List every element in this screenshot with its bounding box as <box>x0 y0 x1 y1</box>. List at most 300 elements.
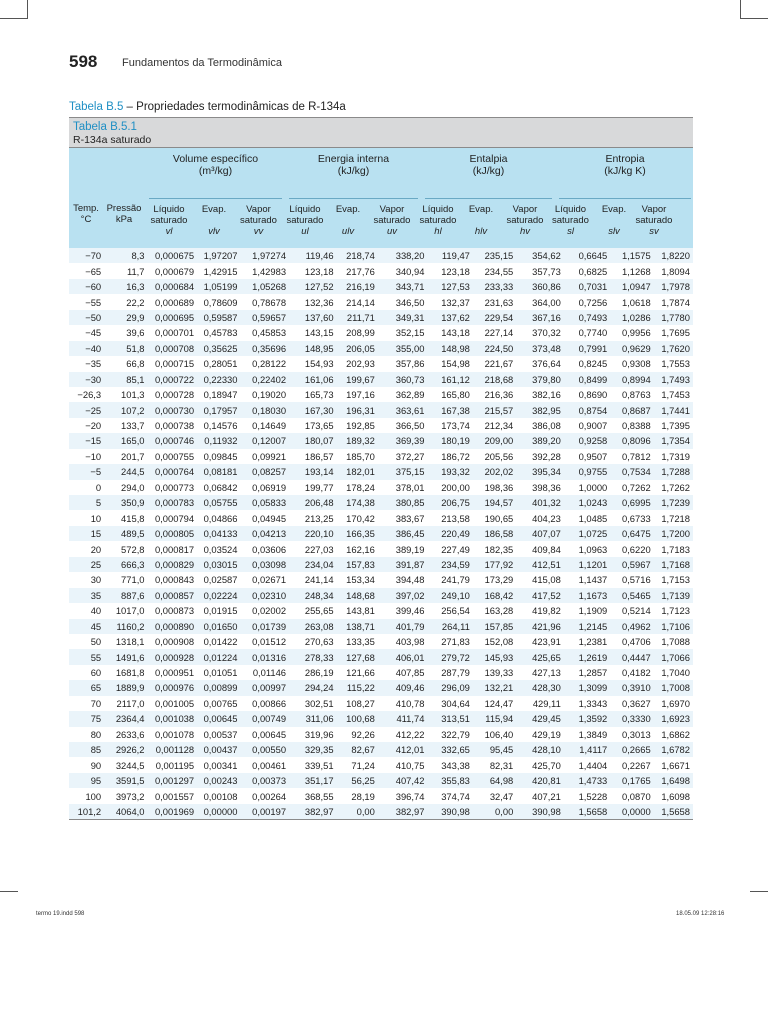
table-cell: 193,14 <box>289 464 337 479</box>
table-cell: 148,68 <box>337 588 378 603</box>
table-cell: 95,45 <box>473 742 516 757</box>
table-cell: 2364,4 <box>104 711 147 726</box>
table-row <box>69 387 693 402</box>
table-cell: 132,21 <box>473 680 516 695</box>
table-row <box>69 634 693 649</box>
table-cell: 1,97207 <box>197 248 240 263</box>
table-cell: 1,3592 <box>564 711 610 726</box>
table-cell: 148,95 <box>289 341 337 356</box>
table-cell: 35 <box>69 588 104 603</box>
table-cell: 165,73 <box>289 387 337 402</box>
running-header: Fundamentos da Termodinâmica <box>122 57 282 69</box>
table-cell: 0,000728 <box>148 387 198 402</box>
table-cell: 0,000976 <box>148 680 198 695</box>
crop-mark <box>0 891 18 892</box>
table-cell: 382,95 <box>516 402 564 417</box>
column-header-line: Evap. <box>335 204 361 215</box>
column-header-line: Líquido <box>289 204 321 215</box>
table-cell: 429,19 <box>516 727 564 742</box>
table-cell: 0,6995 <box>610 495 653 510</box>
table-cell: 407,85 <box>378 665 428 680</box>
table-cell: 390,98 <box>516 804 564 820</box>
table-cell: 355,83 <box>427 773 472 788</box>
table-cell: 0,001038 <box>148 711 198 726</box>
table-cell: 255,65 <box>289 603 337 618</box>
group-title: Energia interna <box>317 153 390 165</box>
table-cell: 0,00997 <box>240 680 289 695</box>
table-cell: 0,6825 <box>564 263 610 278</box>
table-cell: 45 <box>69 619 104 634</box>
table-cell: 167,30 <box>289 402 337 417</box>
group-unit: (kJ/kg) <box>472 165 505 177</box>
table-cell: 123,18 <box>427 263 472 278</box>
column-header-line: Evap. <box>601 204 627 215</box>
table-cell: 0,00000 <box>197 804 240 820</box>
table-cell: 1,1437 <box>564 572 610 587</box>
column-header-s-liq <box>548 204 593 237</box>
table-row <box>69 680 693 695</box>
table-cell: 390,98 <box>427 804 472 820</box>
table-cell: 429,11 <box>516 696 564 711</box>
column-header-line: saturado <box>552 215 589 226</box>
table-cell: 386,45 <box>378 526 428 541</box>
table-cell: 186,58 <box>473 526 516 541</box>
table-cell: 389,19 <box>378 541 428 556</box>
table-cell: 0,1765 <box>610 773 653 788</box>
table-cell: 157,85 <box>473 619 516 634</box>
table-cell: 372,27 <box>378 449 428 464</box>
table-cell: 0,000951 <box>148 665 198 680</box>
table-cell: 0,12007 <box>240 433 289 448</box>
table-cell: 1,0286 <box>610 310 653 325</box>
table-cell: 0,001078 <box>148 727 198 742</box>
table-row <box>69 294 693 309</box>
table-cell: 0,09921 <box>240 449 289 464</box>
table-cell: 0,8245 <box>564 356 610 371</box>
table-cell: 1,0947 <box>610 279 653 294</box>
table-cell: 208,99 <box>337 325 378 340</box>
table-cell: 386,08 <box>516 418 564 433</box>
column-header-line: Vapor <box>641 204 667 215</box>
table-cell: 398,36 <box>516 480 564 495</box>
table-cell: 395,34 <box>516 464 564 479</box>
table-cell: 229,54 <box>473 310 516 325</box>
table-cell: 0,2665 <box>610 742 653 757</box>
table-cell: 0,06919 <box>240 480 289 495</box>
table-cell: 0,02310 <box>240 588 289 603</box>
table-cell: 22,2 <box>104 294 147 309</box>
table-cell: 0,28051 <box>197 356 240 371</box>
table-cell: 185,70 <box>337 449 378 464</box>
table-cell: 410,78 <box>378 696 428 711</box>
table-cell: 403,98 <box>378 634 428 649</box>
table-cell: 1,7874 <box>654 294 693 309</box>
table-cell: 0,000890 <box>148 619 198 634</box>
page-number: 598 <box>69 52 98 71</box>
table-cell: 1,7262 <box>654 480 693 495</box>
column-header-unit: °C <box>80 214 92 225</box>
table-cell: 2926,2 <box>104 742 147 757</box>
table-cell: 85,1 <box>104 372 147 387</box>
table-cell: 0,000805 <box>148 526 198 541</box>
table-row <box>69 588 693 603</box>
table-cell: 420,81 <box>516 773 564 788</box>
table-row <box>69 279 693 294</box>
table-cell: 82,67 <box>337 742 378 757</box>
table-cell: 133,35 <box>337 634 378 649</box>
table-row <box>69 510 693 525</box>
table-cell: 0,000773 <box>148 480 198 495</box>
table-cell: 368,55 <box>289 788 337 803</box>
table-cell: 221,67 <box>473 356 516 371</box>
table-cell: 39,6 <box>104 325 147 340</box>
table-cell: 0,8096 <box>610 433 653 448</box>
table-row <box>69 418 693 433</box>
column-header-line: saturado <box>240 215 277 226</box>
table-cell: 0,6733 <box>610 510 653 525</box>
table-cell: −55 <box>69 294 104 309</box>
table-cell: 1,7123 <box>654 603 693 618</box>
table-cell: 1017,0 <box>104 603 147 618</box>
table-cell: −5 <box>69 464 104 479</box>
table-cell: 349,31 <box>378 310 428 325</box>
table-cell: 8,3 <box>104 248 147 263</box>
group-header-entropy <box>557 153 693 177</box>
table-cell: 1,0243 <box>564 495 610 510</box>
table-cell: 55 <box>69 649 104 664</box>
table-cell: 0,000722 <box>148 372 198 387</box>
table-cell: 244,5 <box>104 464 147 479</box>
table-cell: 0,5967 <box>610 557 653 572</box>
table-cell: 1,7040 <box>654 665 693 680</box>
table-cell: 0,45783 <box>197 325 240 340</box>
table-cell: 0,02587 <box>197 572 240 587</box>
table-cell: 248,34 <box>289 588 337 603</box>
table-cell: 56,25 <box>337 773 378 788</box>
table-cell: 1491,6 <box>104 649 147 664</box>
table-cell: 1,7395 <box>654 418 693 433</box>
group-header-energy <box>287 153 420 177</box>
table-cell: 145,93 <box>473 649 516 664</box>
table-cell: 311,06 <box>289 711 337 726</box>
table-cell: 214,14 <box>337 294 378 309</box>
column-symbol: hl <box>434 226 442 237</box>
column-header-s-evap <box>593 204 635 237</box>
table-cell: 101,3 <box>104 387 147 402</box>
table-cell: 0,00243 <box>197 773 240 788</box>
table-cell: 278,33 <box>289 649 337 664</box>
data-table <box>69 248 693 820</box>
table-cell: 51,8 <box>104 341 147 356</box>
table-cell: 0,7991 <box>564 341 610 356</box>
print-timestamp: 18.05.09 12:28:16 <box>676 911 725 917</box>
table-heading-label: Tabela B.5 <box>69 101 124 113</box>
table-cell: 0,000746 <box>148 433 198 448</box>
table-cell: 186,72 <box>427 449 472 464</box>
table-cell: 0,00437 <box>197 742 240 757</box>
table-cell: 218,68 <box>473 372 516 387</box>
table-cell: 404,23 <box>516 510 564 525</box>
column-header-v-liq <box>145 204 193 237</box>
table-cell: 427,13 <box>516 665 564 680</box>
table-cell: 0,78609 <box>197 294 240 309</box>
table-cell: 1,7288 <box>654 464 693 479</box>
table-cell: 1,7168 <box>654 557 693 572</box>
table-cell: 0,9629 <box>610 341 653 356</box>
table-cell: 0,4962 <box>610 619 653 634</box>
table-cell: 32,47 <box>473 788 516 803</box>
table-cell: 0,7031 <box>564 279 610 294</box>
table-cell: 0,17957 <box>197 402 240 417</box>
table-cell: 11,7 <box>104 263 147 278</box>
table-cell: 213,25 <box>289 510 337 525</box>
subtable-label: Tabela B.5.1 <box>73 121 137 133</box>
column-header-line: saturado <box>373 215 411 226</box>
table-cell: 0,22330 <box>197 372 240 387</box>
table-cell: 233,33 <box>473 279 516 294</box>
table-cell: 1,7553 <box>654 356 693 371</box>
table-cell: 234,59 <box>427 557 472 572</box>
crop-mark <box>750 891 768 892</box>
table-cell: 133,7 <box>104 418 147 433</box>
table-cell: 407,42 <box>378 773 428 788</box>
table-cell: 0,0000 <box>610 804 653 820</box>
table-cell: 296,09 <box>427 680 472 695</box>
table-row <box>69 310 693 325</box>
table-cell: 177,92 <box>473 557 516 572</box>
table-cell: 40 <box>69 603 104 618</box>
table-cell: 1,2145 <box>564 619 610 634</box>
table-cell: 178,24 <box>337 480 378 495</box>
table-cell: 3244,5 <box>104 757 147 772</box>
table-row <box>69 711 693 726</box>
table-row <box>69 480 693 495</box>
table-cell: 152,08 <box>473 634 516 649</box>
table-row <box>69 649 693 664</box>
table-cell: 428,10 <box>516 742 564 757</box>
table-cell: 227,03 <box>289 541 337 556</box>
table-cell: 0,9308 <box>610 356 653 371</box>
table-cell: 0,03098 <box>240 557 289 572</box>
crop-mark <box>0 18 28 19</box>
table-cell: 376,64 <box>516 356 564 371</box>
table-cell: 0,000684 <box>148 279 198 294</box>
table-cell: 572,8 <box>104 541 147 556</box>
table-cell: 373,48 <box>516 341 564 356</box>
table-cell: 0,5716 <box>610 572 653 587</box>
table-cell: 383,67 <box>378 510 428 525</box>
table-cell: 0,4706 <box>610 634 653 649</box>
table-cell: 286,19 <box>289 665 337 680</box>
group-header-volume <box>147 153 284 177</box>
table-row <box>69 356 693 371</box>
table-cell: 180,07 <box>289 433 337 448</box>
table-cell: 231,63 <box>473 294 516 309</box>
table-cell: 192,85 <box>337 418 378 433</box>
table-cell: 143,81 <box>337 603 378 618</box>
group-unit: (m³/kg) <box>198 165 233 177</box>
table-cell: 200,00 <box>427 480 472 495</box>
table-cell: 71,24 <box>337 757 378 772</box>
table-row <box>69 804 693 820</box>
table-cell: 193,32 <box>427 464 472 479</box>
table-cell: 423,91 <box>516 634 564 649</box>
column-header-u-liq <box>282 204 328 237</box>
column-symbol: sv <box>649 226 659 237</box>
column-header-u-evap <box>328 204 368 237</box>
table-cell: 1681,8 <box>104 665 147 680</box>
table-cell: 1,0725 <box>564 526 610 541</box>
table-cell: 0,000794 <box>148 510 198 525</box>
table-cell: 157,83 <box>337 557 378 572</box>
table-cell: 1,7088 <box>654 634 693 649</box>
column-header-temp <box>69 203 103 225</box>
table-cell: 0,00899 <box>197 680 240 695</box>
table-cell: 1,3343 <box>564 696 610 711</box>
table-cell: 0,7740 <box>564 325 610 340</box>
table-row <box>69 773 693 788</box>
table-cell: 1,7153 <box>654 572 693 587</box>
table-cell: 115,22 <box>337 680 378 695</box>
table-cell: 382,97 <box>289 804 337 820</box>
column-header-line: saturado <box>635 215 673 226</box>
table-row <box>69 603 693 618</box>
table-cell: 0,00749 <box>240 711 289 726</box>
table-cell: 64,98 <box>473 773 516 788</box>
table-cell: 70 <box>69 696 104 711</box>
table-cell: 343,71 <box>378 279 428 294</box>
table-cell: 0,000873 <box>148 603 198 618</box>
table-cell: −15 <box>69 433 104 448</box>
table-cell: 0,00 <box>473 804 516 820</box>
column-header-line: saturado <box>506 215 544 226</box>
table-cell: 1,6498 <box>654 773 693 788</box>
table-cell: 100,68 <box>337 711 378 726</box>
table-cell: 343,38 <box>427 757 472 772</box>
column-symbol: slv <box>608 226 620 237</box>
table-cell: 0,000764 <box>148 464 198 479</box>
column-header-line: Pressão <box>106 203 142 214</box>
table-cell: 186,57 <box>289 449 337 464</box>
table-cell: 0,00461 <box>240 757 289 772</box>
table-cell: 355,00 <box>378 341 428 356</box>
table-cell: 1,0618 <box>610 294 653 309</box>
table-cell: 360,86 <box>516 279 564 294</box>
table-cell: 1,3849 <box>564 727 610 742</box>
table-cell: 0,7256 <box>564 294 610 309</box>
table-cell: 270,63 <box>289 634 337 649</box>
table-cell: 1,42915 <box>197 263 240 278</box>
table-cell: 205,56 <box>473 449 516 464</box>
table-cell: 139,33 <box>473 665 516 680</box>
table-cell: 0,14649 <box>240 418 289 433</box>
table-cell: 15 <box>69 526 104 541</box>
table-cell: 0,00108 <box>197 788 240 803</box>
table-cell: 1,6098 <box>654 788 693 803</box>
table-cell: 0,78678 <box>240 294 289 309</box>
table-cell: 0,000908 <box>148 634 198 649</box>
table-cell: 0,00645 <box>240 727 289 742</box>
table-cell: 0,01650 <box>197 619 240 634</box>
table-cell: 1,4404 <box>564 757 610 772</box>
table-cell: 0,000708 <box>148 341 198 356</box>
table-cell: 409,46 <box>378 680 428 695</box>
table-cell: 0,001195 <box>148 757 198 772</box>
table-cell: 421,96 <box>516 619 564 634</box>
table-cell: 346,50 <box>378 294 428 309</box>
group-rule <box>559 198 691 199</box>
table-cell: 0,8690 <box>564 387 610 402</box>
table-cell: 0,000695 <box>148 310 198 325</box>
table-row <box>69 788 693 803</box>
table-row <box>69 433 693 448</box>
table-cell: 0,18947 <box>197 387 240 402</box>
column-header-line: Líquido <box>554 204 587 215</box>
table-cell: 363,61 <box>378 402 428 417</box>
table-cell: 0,001005 <box>148 696 198 711</box>
table-cell: 218,74 <box>337 248 378 263</box>
table-cell: 0,00341 <box>197 757 240 772</box>
table-cell: 50 <box>69 634 104 649</box>
table-cell: 319,96 <box>289 727 337 742</box>
table-cell: 1,2381 <box>564 634 610 649</box>
table-cell: 0,5214 <box>610 603 653 618</box>
table-cell: 0,04213 <box>240 526 289 541</box>
column-header-s-vap <box>635 204 673 237</box>
group-unit: (kJ/kg) <box>337 165 370 177</box>
column-symbol: ulv <box>341 226 355 237</box>
column-symbol: vv <box>253 226 264 237</box>
table-cell: 249,10 <box>427 588 472 603</box>
table-cell: 107,2 <box>104 402 147 417</box>
table-heading-text: – Propriedades termodinâmicas de R-134a <box>123 101 346 113</box>
table-cell: 206,48 <box>289 495 337 510</box>
table-cell: 180,19 <box>427 433 472 448</box>
table-row <box>69 263 693 278</box>
table-cell: 0,6475 <box>610 526 653 541</box>
table-cell: 90 <box>69 757 104 772</box>
table-cell: 428,30 <box>516 680 564 695</box>
table-cell: 0,00550 <box>240 742 289 757</box>
table-cell: 25 <box>69 557 104 572</box>
table-cell: 1,3099 <box>564 680 610 695</box>
group-title: Entalpia <box>469 153 508 165</box>
table-cell: 95 <box>69 773 104 788</box>
table-cell: 1,2619 <box>564 649 610 664</box>
table-cell: 137,60 <box>289 310 337 325</box>
crop-mark <box>27 0 28 18</box>
table-cell: 182,01 <box>337 464 378 479</box>
table-container <box>69 117 693 820</box>
table-cell: 374,74 <box>427 788 472 803</box>
table-cell: 127,52 <box>289 279 337 294</box>
table-cell: 0,01739 <box>240 619 289 634</box>
print-slug: termo 19.indd 598 <box>36 911 85 917</box>
column-header-line: Vapor <box>512 204 538 215</box>
table-cell: 161,12 <box>427 372 472 387</box>
table-row <box>69 402 693 417</box>
table-cell: −35 <box>69 356 104 371</box>
table-cell: 101,2 <box>69 804 104 820</box>
table-cell: 0,8763 <box>610 387 653 402</box>
table-cell: 173,65 <box>289 418 337 433</box>
table-cell: 0,4182 <box>610 665 653 680</box>
table-cell: 0,00645 <box>197 711 240 726</box>
table-cell: 0,01224 <box>197 649 240 664</box>
table-cell: 350,9 <box>104 495 147 510</box>
table-cell: 0,001128 <box>148 742 198 757</box>
table-cell: 1,7066 <box>654 649 693 664</box>
